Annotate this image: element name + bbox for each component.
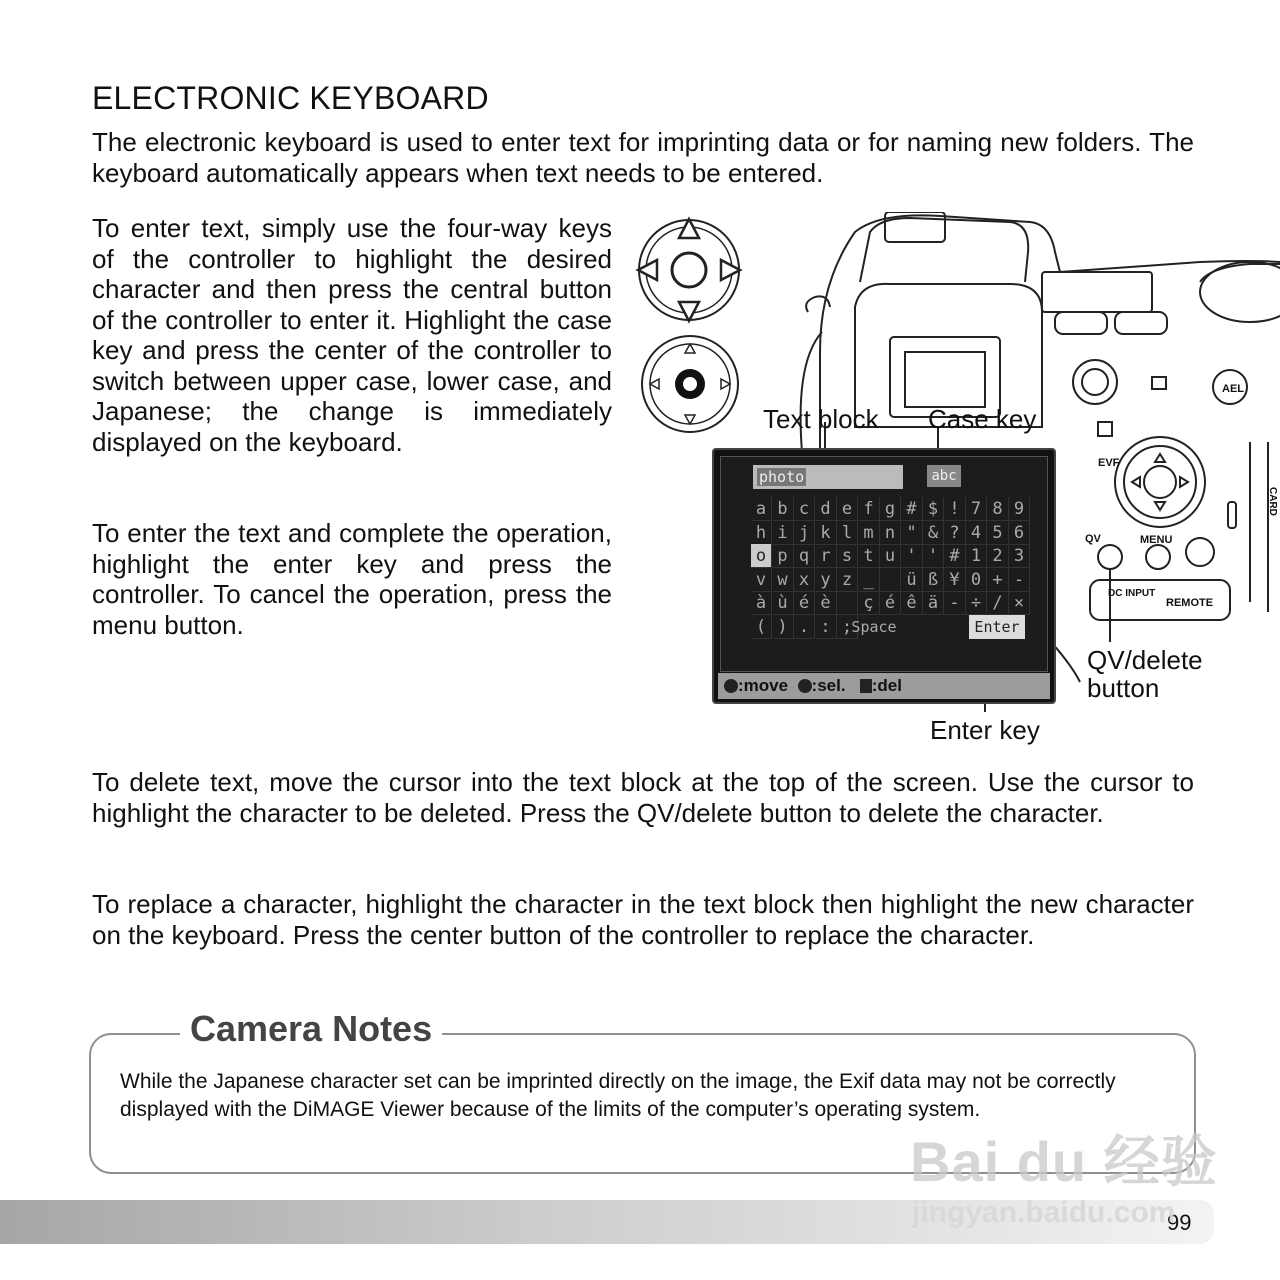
space-key[interactable]: Space [851,618,897,636]
keyboard-key[interactable]: f [859,497,880,521]
keyboard-key[interactable]: i [773,521,794,545]
callout-qv-delete-line2: button [1087,673,1160,703]
callout-case-key: Case key [928,404,1037,434]
keyboard-key[interactable]: 5 [988,521,1009,545]
keyboard-key[interactable]: ü [902,568,923,592]
camera-notes-title: Camera Notes [180,1008,442,1050]
keyboard-key[interactable]: e [837,497,858,521]
keyboard-key[interactable]: o [751,544,772,568]
text-block[interactable] [753,465,903,489]
keyboard-key[interactable]: m [859,521,880,545]
keyboard-key[interactable]: è [816,591,837,615]
watermark-url: jingyan.baidu.com [912,1196,1176,1229]
keyboard-key[interactable]: 8 [988,497,1009,521]
keyboard-key[interactable]: b [773,497,794,521]
keyboard-key[interactable] [837,591,858,615]
trash-icon [860,679,872,693]
lcd-keyboard-screen [712,448,1056,704]
lcd-keyboard-area [720,456,1048,672]
keyboard-key[interactable]: z [837,568,858,592]
keyboard-key[interactable]: 1 [966,544,987,568]
keyboard-key[interactable]: é [880,591,901,615]
keyboard-key[interactable]: ' [902,544,923,568]
keyboard-key[interactable]: j [794,521,815,545]
keyboard-key[interactable]: ; [837,615,858,639]
ael-label: AEL [1222,383,1244,395]
keyboard-key[interactable]: ù [773,591,794,615]
enter-key[interactable]: Enter [969,615,1025,639]
keyboard-key[interactable]: . [794,615,815,639]
keyboard-key[interactable]: q [794,544,815,568]
keyboard-key[interactable]: é [794,591,815,615]
qv-label: QV [1085,533,1101,545]
menu-label: MENU [1140,534,1173,546]
callout-enter-key: Enter key [930,715,1040,745]
case-key[interactable]: abc [927,465,961,487]
keyboard-key[interactable]: t [859,544,880,568]
keyboard-key[interactable]: + [988,568,1009,592]
keyboard-key[interactable]: 9 [1009,497,1030,521]
keyboard-key[interactable]: / [988,591,1009,615]
lcd-footer [718,673,1050,699]
keyboard-key[interactable]: k [816,521,837,545]
keyboard-key[interactable]: ! [945,497,966,521]
keyboard-key[interactable]: g [880,497,901,521]
keyboard-key[interactable]: 2 [988,544,1009,568]
keyboard-key[interactable] [880,568,901,592]
keyboard-key[interactable]: c [794,497,815,521]
keyboard-key[interactable]: $ [923,497,944,521]
keyboard-key[interactable]: ) [773,615,794,639]
keyboard-key[interactable]: ( [751,615,772,639]
keyboard-key[interactable]: 4 [966,521,987,545]
page-number: 99 [1167,1210,1192,1235]
keyboard-key[interactable]: ê [902,591,923,615]
keyboard-key[interactable]: h [751,521,772,545]
keyboard-key[interactable]: ? [945,521,966,545]
keyboard-key[interactable]: u [880,544,901,568]
callout-text-block: Text block [763,404,879,434]
keyboard-key[interactable]: w [773,568,794,592]
footer-move: :move [738,676,789,695]
evf-label: EVF [1098,457,1120,469]
text-block-value: photo [759,468,805,486]
keyboard-key[interactable]: ç [859,591,880,615]
keyboard-key[interactable]: ä [923,591,944,615]
dc-input-label: DC INPUT [1108,588,1156,599]
keyboard-key[interactable]: p [773,544,794,568]
keyboard-key[interactable]: _ [859,568,880,592]
keyboard-key[interactable]: × [1009,591,1030,615]
remote-label: REMOTE [1166,597,1214,609]
watermark-logo: Bai du 经验 [910,1130,1218,1193]
footer-sel: :sel. [811,676,846,695]
keyboard-key[interactable]: ¥ [945,568,966,592]
center-button-icon [798,679,812,693]
keyboard-key[interactable]: v [751,568,772,592]
keyboard-key[interactable]: x [794,568,815,592]
callout-qv-delete [1087,646,1203,702]
card-label: CARD [1267,487,1278,516]
controller-arrows-icon [634,214,744,326]
keyboard-key[interactable]: à [751,591,772,615]
keyboard-key[interactable]: 6 [1009,521,1030,545]
keyboard-key[interactable]: 0 [966,568,987,592]
camera-notes-text: While the Japanese character set can be imprinted directly on the image, the Exif data may not be correctly displayed with the DiMAGE Viewer because of the limits of the computer’s operating system. [120,1070,1116,1121]
keyboard-key[interactable]: n [880,521,901,545]
callout-qv-delete-line1: QV/delete [1087,645,1203,675]
complete-operation-paragraph: To enter the text and complete the operation, highlight the enter key and press the controller. To cancel the operation, press the menu button. [92,518,612,640]
keyboard-key[interactable]: - [1009,568,1030,592]
intro-paragraph: The electronic keyboard is used to enter text for imprinting data or for naming new folders. The keyboard automatically appears when text needs to be entered. [92,127,1194,188]
keyboard-key[interactable]: - [945,591,966,615]
keyboard-key[interactable]: & [923,521,944,545]
keyboard-key[interactable]: 3 [1009,544,1030,568]
keyboard-key[interactable]: # [945,544,966,568]
keyboard-key[interactable]: ÷ [966,591,987,615]
replace-character-paragraph: To replace a character, highlight the character in the text block then highlight the new character on the keyboard. Press the center button of the controller to replace the character. [92,889,1194,950]
keyboard-key[interactable]: a [751,497,772,521]
enter-text-paragraph: To enter text, simply use the four-way keys of the controller to highlight the desired character and then press the central button of the controller to enter it. Highlight the case key and press the center of the controller to switch between upper case, lower case, and Japanese; the change is immediately displayed on the keyboard. [92,213,612,457]
keyboard-key[interactable]: : [816,615,837,639]
delete-text-paragraph: To delete text, move the cursor into the text block at the top of the screen. Use the cursor to highlight the character to be deleted. Press the QV/delete button to delete the character. [92,767,1194,828]
keyboard-key[interactable]: ß [923,568,944,592]
keyboard-key[interactable]: r [816,544,837,568]
controller-center-icon [638,332,742,436]
keyboard-key[interactable]: s [837,544,858,568]
keyboard-key[interactable]: y [816,568,837,592]
keyboard-key[interactable]: ' [923,544,944,568]
four-way-icon [724,679,738,693]
footer-del: :del [871,676,902,695]
keyboard-key[interactable]: 7 [966,497,987,521]
page-title: ELECTRONIC KEYBOARD [92,80,489,116]
keyboard-key[interactable]: l [837,521,858,545]
keyboard-key[interactable]: " [902,521,923,545]
keyboard-key[interactable]: # [902,497,923,521]
keyboard-key[interactable]: d [816,497,837,521]
